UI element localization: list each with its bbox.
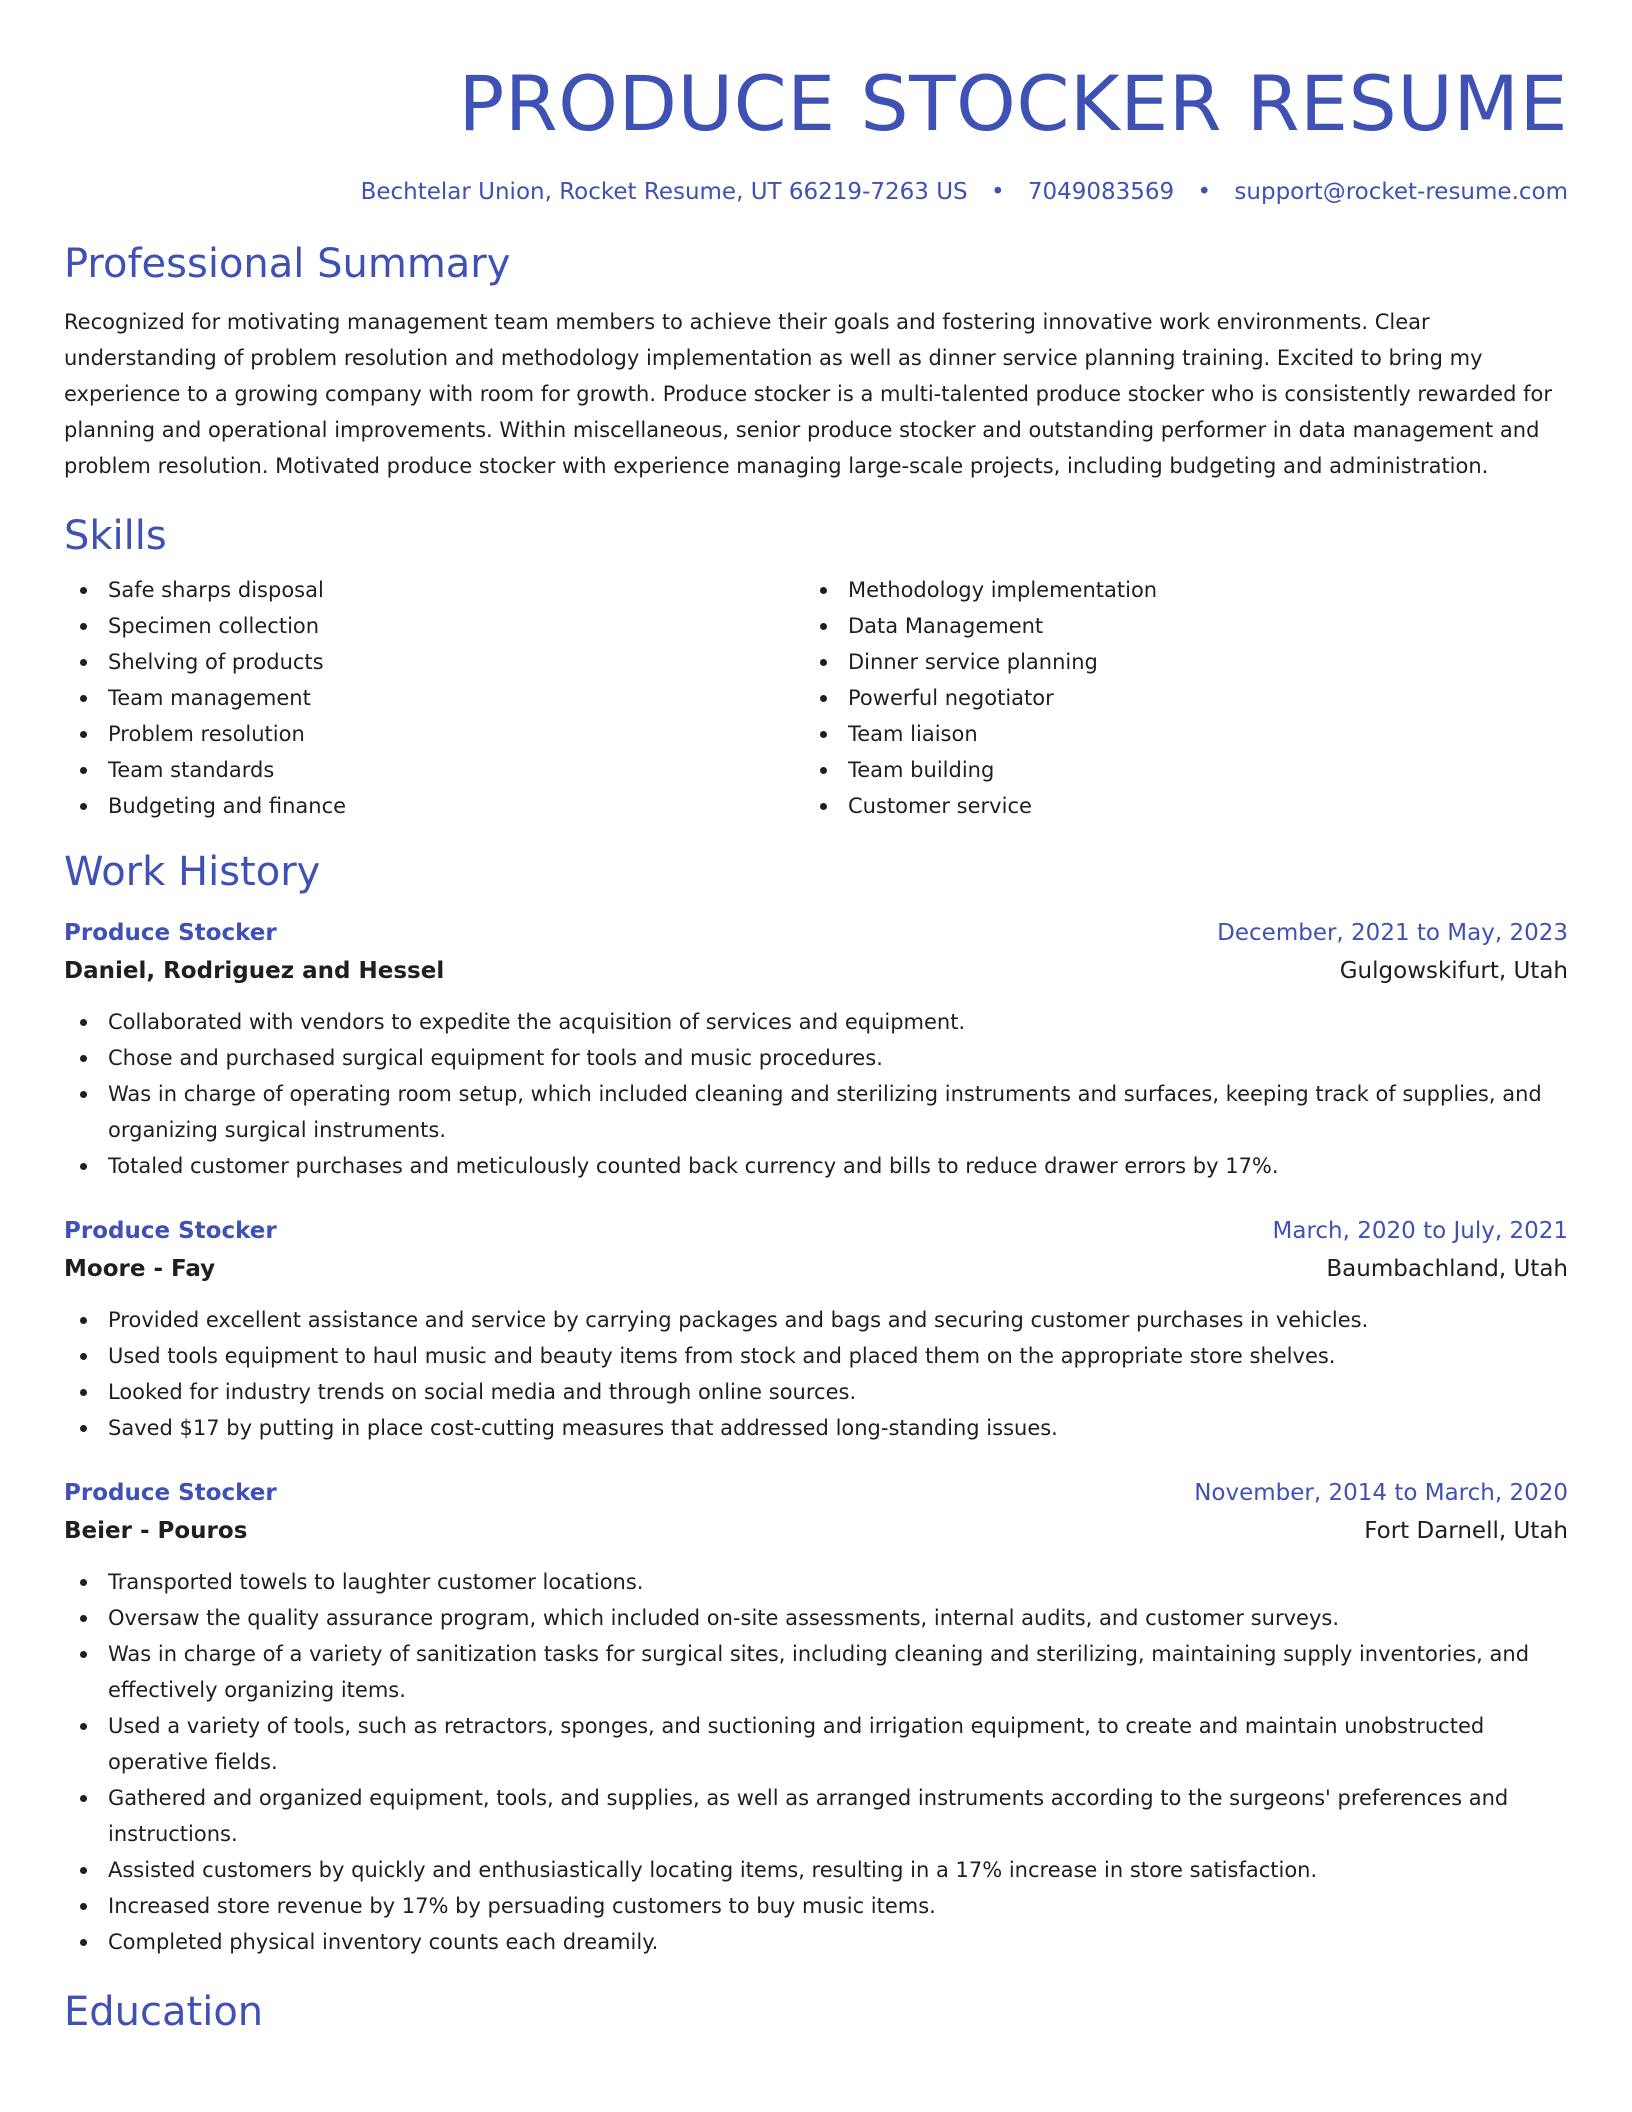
job-company: Daniel, Rodriguez and Hessel xyxy=(64,958,445,984)
job-bullet: Collaborated with vendors to expedite the acquisition of services and equipment. xyxy=(64,1004,1568,1040)
skill-item: Dinner service planning xyxy=(804,644,1544,680)
job-entry xyxy=(64,1474,1568,1960)
skill-item: Team management xyxy=(64,680,804,716)
job-location: Fort Darnell, Utah xyxy=(1364,1518,1568,1544)
professional-summary-section xyxy=(64,238,1568,484)
section-heading-education: Education xyxy=(64,1989,264,2035)
job-title: Produce Stocker xyxy=(64,1480,277,1506)
section-heading-work: Work History xyxy=(64,849,321,895)
contact-phone: 7049083569 xyxy=(1027,179,1175,205)
job-location: Baumbachland, Utah xyxy=(1326,1256,1568,1282)
job-dates: December, 2021 to May, 2023 xyxy=(1217,920,1568,946)
job-company-row xyxy=(64,1250,1568,1288)
job-location: Gulgowskifurt, Utah xyxy=(1339,958,1568,984)
job-bullet: Assisted customers by quickly and enthusiastically locating items, resulting in a 17% increase in store satisfaction. xyxy=(64,1852,1568,1888)
job-bullet: Completed physical inventory counts each dreamily. xyxy=(64,1924,1568,1960)
contact-line xyxy=(64,176,1568,208)
skill-item: Shelving of products xyxy=(64,644,804,680)
work-history-section xyxy=(64,846,1568,1960)
skill-item: Customer service xyxy=(804,788,1544,824)
summary-text: Recognized for motivating management team members to achieve their goals and fostering innovative work environments. Clear understanding of problem resolution and methodology implementation as well as dinner service planning training. Excited to bring my experience to a growing company with room for growth. Produce stocker is a multi-talented produce stocker who is consistently rewarded for planning and operational improvements. Within miscellaneous, senior produce stocker and outstanding performer in data management and problem resolution. Motivated produce stocker with experience managing large-scale projects, including budgeting and administration. xyxy=(64,310,1552,478)
job-bullets xyxy=(64,1564,1568,1960)
job-company-row xyxy=(64,952,1568,990)
job-bullet: Oversaw the quality assurance program, which included on-site assessments, internal audits, and customer surveys. xyxy=(64,1600,1568,1636)
job-title: Produce Stocker xyxy=(64,1218,277,1244)
contact-email: support@rocket-resume.com xyxy=(1234,179,1568,205)
contact-separator: • xyxy=(1197,179,1212,205)
job-bullet: Chose and purchased surgical equipment for tools and music procedures. xyxy=(64,1040,1568,1076)
section-heading-skills: Skills xyxy=(64,513,167,559)
job-bullets xyxy=(64,1004,1568,1184)
section-heading-summary: Professional Summary xyxy=(64,241,511,287)
job-bullet: Provided excellent assistance and service by carrying packages and bags and securing customer purchases in vehicles. xyxy=(64,1302,1568,1338)
job-title: Produce Stocker xyxy=(64,920,277,946)
job-title-row xyxy=(64,914,1568,952)
contact-separator: • xyxy=(990,179,1005,205)
contact-address: Bechtelar Union, Rocket Resume, UT 66219-7263 US xyxy=(360,179,968,205)
skills-grid xyxy=(64,572,1568,824)
job-bullet: Saved $17 by putting in place cost-cutting measures that addressed long-standing issues. xyxy=(64,1410,1568,1446)
resume-header xyxy=(64,0,1568,208)
skill-item: Specimen collection xyxy=(64,608,804,644)
job-bullet: Used tools equipment to haul music and beauty items from stock and placed them on the appropriate store shelves. xyxy=(64,1338,1568,1374)
job-bullet: Transported towels to laughter customer locations. xyxy=(64,1564,1568,1600)
skill-item: Methodology implementation xyxy=(804,572,1544,608)
job-bullet: Used a variety of tools, such as retractors, sponges, and suctioning and irrigation equipment, to create and maintain unobstructed operative fields. xyxy=(64,1708,1568,1780)
skill-item: Problem resolution xyxy=(64,716,804,752)
job-dates: November, 2014 to March, 2020 xyxy=(1194,1480,1568,1506)
job-company: Moore - Fay xyxy=(64,1256,216,1282)
job-entry xyxy=(64,1212,1568,1446)
job-dates: March, 2020 to July, 2021 xyxy=(1272,1218,1568,1244)
job-company-row xyxy=(64,1512,1568,1550)
job-bullet: Looked for industry trends on social media and through online sources. xyxy=(64,1374,1568,1410)
skill-item: Powerful negotiator xyxy=(804,680,1544,716)
skills-section xyxy=(64,510,1568,824)
job-title-row xyxy=(64,1212,1568,1250)
job-title-row xyxy=(64,1474,1568,1512)
job-entry xyxy=(64,914,1568,1184)
job-bullet: Was in charge of operating room setup, which included cleaning and sterilizing instruments and surfaces, keeping track of supplies, and organizing surgical instruments. xyxy=(64,1076,1568,1148)
job-bullet: Gathered and organized equipment, tools, and supplies, as well as arranged instruments according to the surgeons' preferences and instructions. xyxy=(64,1780,1568,1852)
skills-column-left xyxy=(64,572,804,824)
skill-item: Team liaison xyxy=(804,716,1544,752)
skill-item: Budgeting and finance xyxy=(64,788,804,824)
job-bullet: Increased store revenue by 17% by persuading customers to buy music items. xyxy=(64,1888,1568,1924)
education-section xyxy=(64,1986,1568,2038)
job-bullets xyxy=(64,1302,1568,1446)
skill-item: Team standards xyxy=(64,752,804,788)
skill-item: Data Management xyxy=(804,608,1544,644)
skill-item: Team building xyxy=(804,752,1544,788)
skill-item: Safe sharps disposal xyxy=(64,572,804,608)
job-company: Beier - Pouros xyxy=(64,1518,248,1544)
skills-column-right xyxy=(804,572,1544,824)
job-bullet: Was in charge of a variety of sanitization tasks for surgical sites, including cleaning and sterilizing, maintaining supply inventories, and effectively organizing items. xyxy=(64,1636,1568,1708)
job-bullet: Totaled customer purchases and meticulously counted back currency and bills to reduce drawer errors by 17%. xyxy=(64,1148,1568,1184)
resume-title: PRODUCE STOCKER RESUME xyxy=(458,59,1568,148)
